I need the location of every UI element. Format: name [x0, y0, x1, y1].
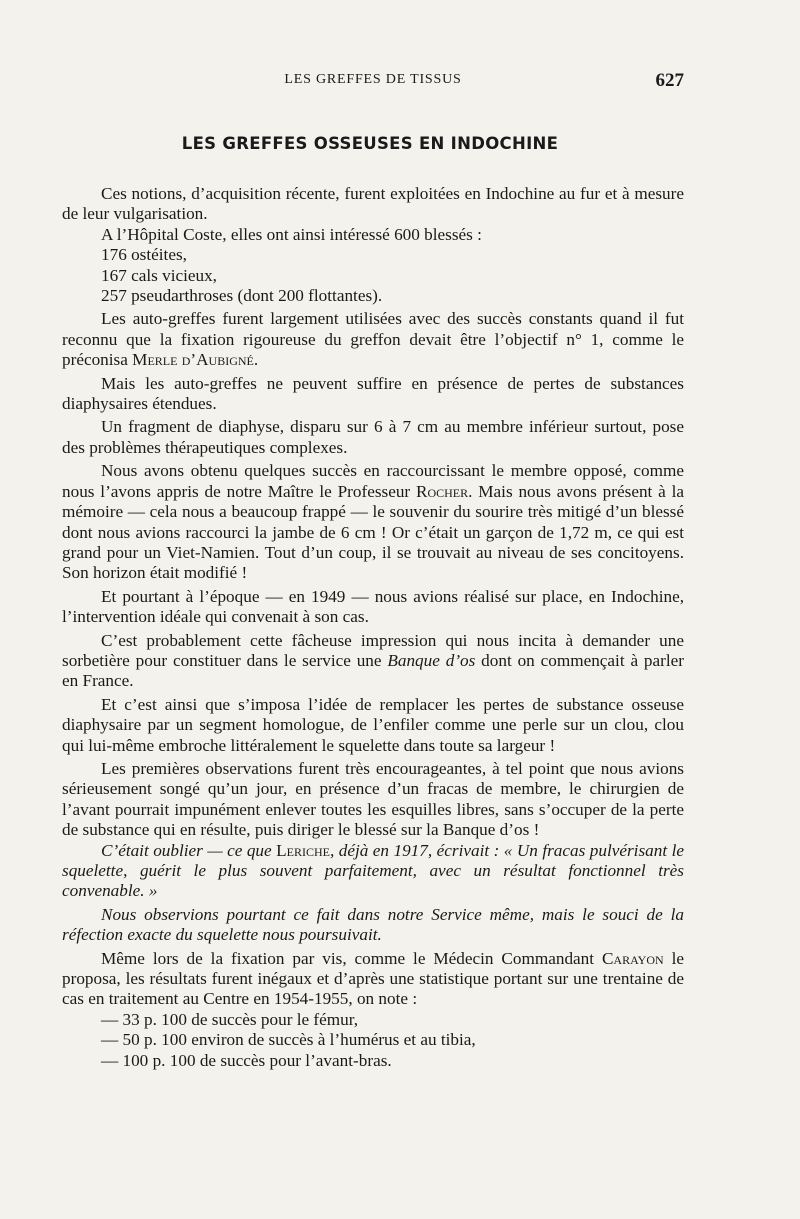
author-name: Merle d’Aubigné [132, 350, 254, 370]
author-name: Carayon [601, 948, 664, 968]
list-item: 167 cals vicieux, [101, 265, 217, 285]
paragraph: Les auto-greffes furent largement utilisées avec des succès constants quand il fut reconnu que la fixation rigoureuse du greffon devait être l’objectif n° 1, comme le préconisa Merle d’Aubigné. [62, 309, 684, 370]
paragraph: Ces notions, d’acquisition récente, furent exploitées en Indochine au fur et à mesure de leur vulgarisation. [62, 184, 684, 224]
author-name: Rocher [416, 481, 469, 501]
paragraph: Les premières observations furent très encourageantes, à tel point que nous avions sérieusement songé qu’un jour, en présence d’un fracas de membre, le chirurgien de l’avant pourrait impunément enlever toutes les esquilles libres, sans s’occuper de la perte de substance qui en résulte, puis diriger le blessé sur la Banque d’os ! [62, 758, 684, 840]
list-item: — 100 p. 100 de succès pour l’avant-bras. [101, 1050, 392, 1070]
paragraph: Et pourtant à l’époque — en 1949 — nous avions réalisé sur place, en Indochine, l’intervention idéale qui convenait à son cas. [62, 586, 684, 627]
paragraph: Et c’est ainsi que s’imposa l’idée de remplacer les pertes de substance osseuse diaphysaire par un segment homologue, de l’enfiler comme une perle sur un clou, clou qui lui-même embroche littéralement le squelette dans toute sa largeur ! [62, 694, 684, 755]
body-text [62, 184, 684, 1071]
paragraph: Mais les auto-greffes ne peuvent suffire en présence de pertes de substances diaphysaires étendues. [62, 373, 684, 414]
paragraph: C’est probablement cette fâcheuse impression qui nous incita à demander une sorbetière pour constituer dans le service une Banque d’os dont on commençait à parler en France. [62, 630, 685, 691]
running-head [62, 70, 684, 94]
italic-term: Banque d’os [387, 650, 476, 670]
running-title: LES GREFFES DE TISSUS [284, 72, 462, 87]
paragraph: A l’Hôpital Coste, elles ont ainsi intéressé 600 blessés : [101, 224, 482, 244]
list-item: — 33 p. 100 de succès pour le fémur, [101, 1009, 359, 1029]
paragraph: Nous avons obtenu quelques succès en raccourcissant le membre opposé, comme nous l’avons appris de notre Maître le Professeur Rocher. Mais nous avons présent à la mémoire — cela nous a beaucoup frappé — le souvenir du sourire très mitigé d’un blessé dont nous avions raccourci la jambe de 6 cm ! Or c’était un garçon de 1,72 m, ce qui est grand pour un Viet-Namien. Tout d’un coup, il se trouvait au niveau de ses concitoyens. Son horizon était modifié ! [62, 461, 685, 583]
section-title: LES GREFFES OSSEUSES EN INDOCHINE [181, 134, 559, 153]
page-number: 627 [655, 70, 684, 91]
list-item: — 50 p. 100 environ de succès à l’humérus et au tibia, [101, 1030, 476, 1050]
paragraph: C’était oublier — ce que Leriche, déjà en 1917, écrivait : « Un fracas pulvérisant le squelette, guérit le plus souvent parfaitement, avec un résultat fonctionnel très convenable. » [62, 840, 684, 901]
paragraph: Même lors de la fixation par vis, comme le Médecin Commandant Carayon le proposa, les résultats furent inégaux et d’après une statistique portant sur une trentaine de cas en traitement au Centre en 1954-1955, on note : [62, 948, 684, 1009]
list-item: 176 ostéites, [101, 245, 187, 265]
list-item: 257 pseudarthroses (dont 200 flottantes). [101, 286, 383, 306]
paragraph: Nous observions pourtant ce fait dans notre Service même, mais le souci de la réfection exacte du squelette nous poursuivait. [62, 904, 684, 945]
author-name: Leriche [276, 840, 330, 860]
paragraph: Un fragment de diaphyse, disparu sur 6 à 7 cm au membre inférieur surtout, pose des problèmes thérapeutiques complexes. [62, 417, 684, 457]
